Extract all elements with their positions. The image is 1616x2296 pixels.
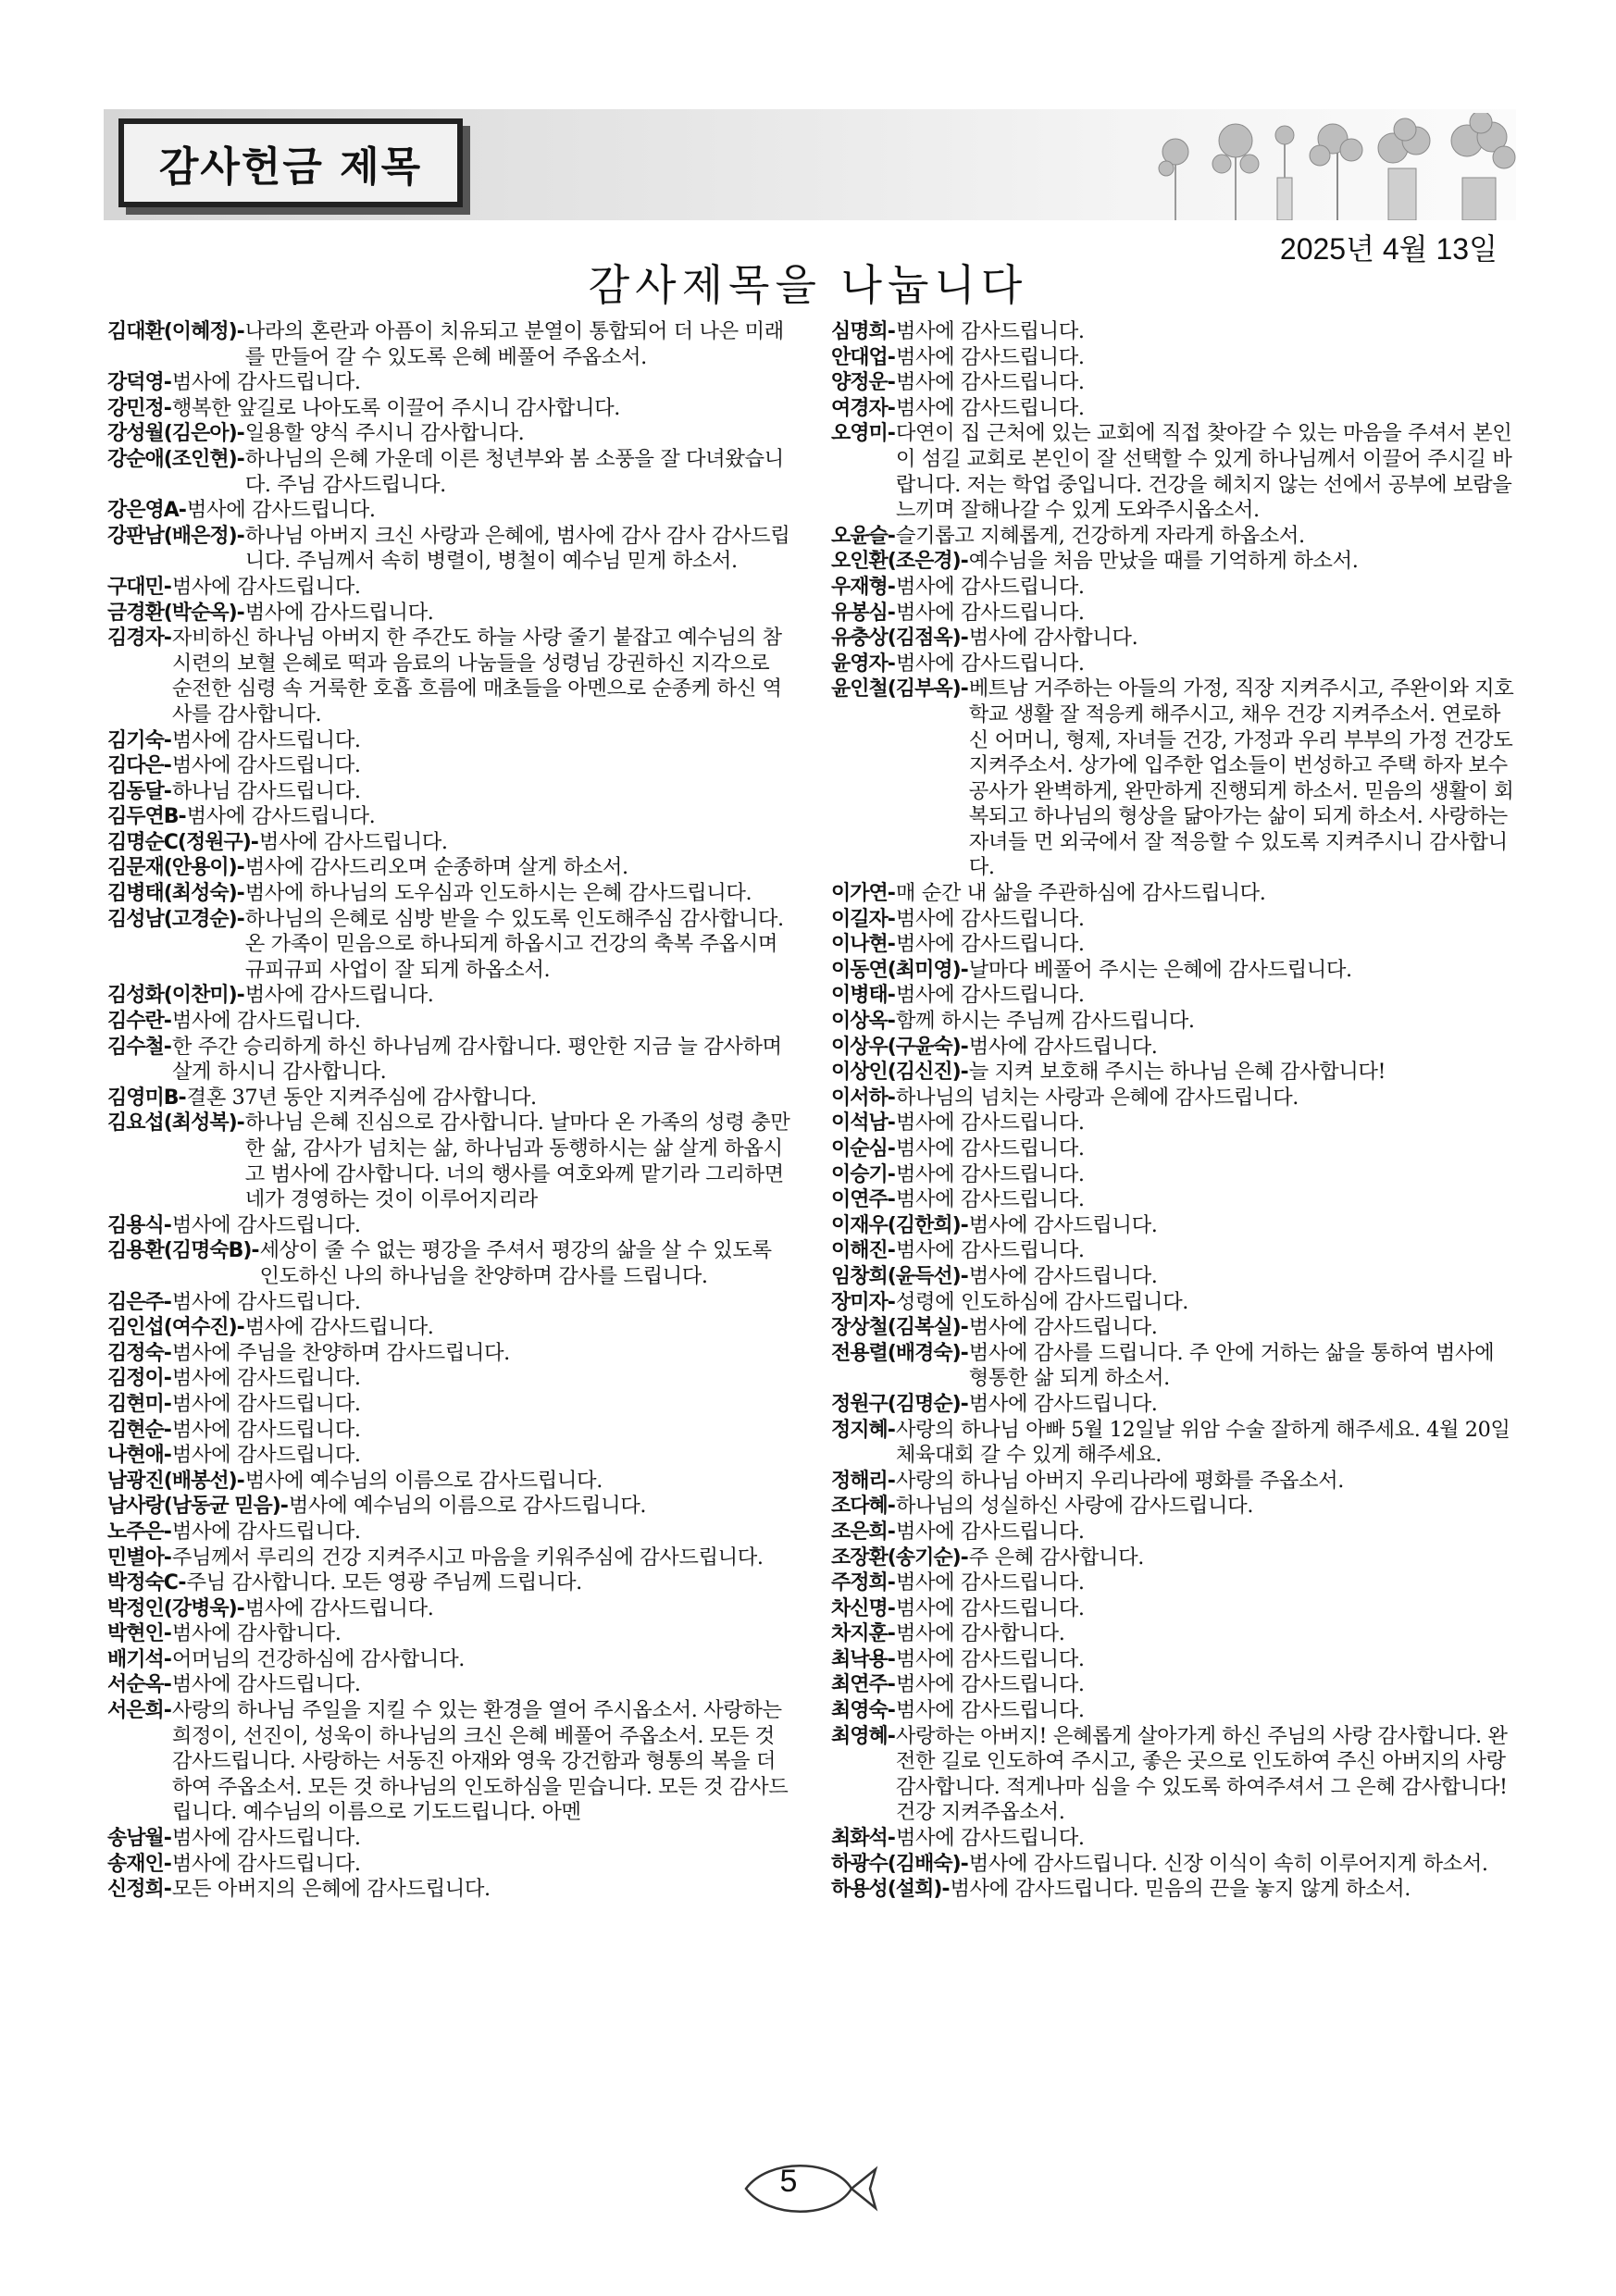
thanksgiving-entry	[831, 421, 1516, 523]
thanksgiving-entry	[831, 907, 1516, 933]
entry-name: 이상옥-	[831, 1010, 895, 1034]
entry-name: 이연주-	[831, 1188, 895, 1212]
thanksgiving-entry	[107, 907, 790, 984]
entry-message: 범사에 감사드립니다.	[895, 1672, 1085, 1697]
entry-message: 범사에 감사드립니다.	[895, 983, 1085, 1008]
thanksgiving-entry	[107, 1647, 790, 1673]
thanksgiving-entry	[107, 1213, 790, 1239]
entry-message: 사랑의 하나님 주일을 지킬 수 있는 환경을 열어 주시옵소서. 사랑하는 희정이, 선진이, 성욱이 하나님의 크신 은혜 베풀어 주옵소서. 모든 것 감사드립니다. 사랑하는 서동진 아재와 영욱 강건함과 형통의 복을 더하여 주옵소서. 모든 것 하나님의 인도하심을 믿습니다. 모든 것 감사드립니다. 예수님의 이름으로 기도드립니다. 아멘	[171, 1698, 789, 1825]
thanksgiving-entry	[831, 626, 1516, 652]
thanksgiving-entry	[831, 1570, 1516, 1596]
thanksgiving-entry	[831, 1877, 1516, 1903]
entry-name: 이동연(최미영)-	[831, 958, 968, 982]
entry-name: 차신명-	[831, 1596, 895, 1620]
thanksgiving-entry	[831, 1035, 1516, 1061]
entry-message: 범사에 감사드립니다.	[895, 1187, 1085, 1212]
entry-name: 조은희-	[831, 1520, 895, 1544]
thanksgiving-entry	[107, 447, 790, 498]
thanksgiving-entry	[831, 319, 1516, 345]
entry-name: 이나현-	[831, 933, 895, 957]
entry-name: 강덕영-	[107, 371, 171, 395]
entry-name: 남사랑(남동균 믿음)-	[107, 1495, 288, 1519]
entry-name: 오윤슬-	[831, 524, 895, 548]
thanksgiving-entry	[107, 1315, 790, 1341]
entry-name: 김경자-	[107, 627, 171, 651]
entry-name: 김성남(고경순)-	[107, 907, 244, 931]
entry-name: 양정운-	[831, 371, 895, 395]
entry-name: 윤인철(김부옥)-	[831, 677, 968, 701]
entry-message: 범사에 감사드립니다.	[244, 983, 434, 1008]
entry-message: 하나님의 성실하신 사랑에 감사드립니다.	[895, 1494, 1254, 1519]
thanksgiving-entry	[107, 1852, 790, 1878]
thanksgiving-entry	[831, 1545, 1516, 1571]
thanksgiving-entry	[107, 1826, 790, 1852]
entry-name: 서순옥-	[107, 1673, 171, 1697]
entry-message: 범사에 감사드립니다.	[895, 1646, 1085, 1671]
entry-message: 세상이 줄 수 없는 평강을 주셔서 평강의 삶을 살 수 있도록 인도하신 나의 하나님을 찬양하며 감사를 드립니다.	[259, 1238, 772, 1288]
entry-message: 범사에 감사드립니다.	[968, 1263, 1158, 1288]
entry-message: 범사에 주님을 찬양하며 감사드립니다.	[171, 1340, 510, 1365]
thanksgiving-entry	[107, 1469, 790, 1495]
entry-message: 일용할 양식 주시니 감사합니다.	[244, 421, 525, 446]
entry-message: 범사에 감사드립니다.	[171, 1519, 361, 1544]
entry-name: 유봉심-	[831, 601, 895, 625]
thanksgiving-entry	[831, 1213, 1516, 1239]
entry-message: 사랑의 하나님 아버지 우리나라에 평화를 주옵소서.	[895, 1468, 1344, 1493]
entry-name: 김수란-	[107, 1010, 171, 1034]
entry-name: 구대민-	[107, 575, 171, 599]
thanksgiving-entry	[107, 830, 790, 856]
thanksgiving-entry	[831, 1596, 1516, 1622]
entry-message: 모든 아버지의 은혜에 감사드립니다.	[171, 1877, 491, 1902]
entry-message: 성령에 인도하심에 감사드립니다.	[895, 1289, 1188, 1314]
entry-message: 함께 하시는 주님께 감사드립니다.	[895, 1009, 1195, 1034]
entry-name: 배기석-	[107, 1647, 171, 1671]
entry-name: 김정숙-	[107, 1341, 171, 1365]
entry-name: 금경환(박순옥)-	[107, 601, 244, 625]
entry-name: 김수철-	[107, 1035, 171, 1059]
entry-name: 최영혜-	[831, 1724, 895, 1748]
page-number-badge	[740, 2156, 879, 2221]
entry-name: 여경자-	[831, 396, 895, 420]
thanksgiving-entry	[831, 396, 1516, 422]
entry-message: 범사에 감사드립니다.	[171, 1417, 361, 1442]
entry-name: 최연주-	[831, 1673, 895, 1697]
entry-name: 이길자-	[831, 907, 895, 931]
thanksgiving-entry	[107, 1520, 790, 1545]
thanksgiving-entry	[831, 1162, 1516, 1188]
entry-name: 김동달-	[107, 779, 171, 803]
thanksgiving-entry	[107, 1698, 790, 1826]
thanksgiving-entry	[831, 345, 1516, 371]
thanksgiving-entry	[831, 881, 1516, 907]
entry-message: 슬기롭고 지혜롭게, 건강하게 자라게 하옵소서.	[895, 523, 1305, 548]
entry-message: 범사에 감사드립니다.	[968, 1315, 1158, 1340]
thanksgiving-entry	[831, 601, 1516, 627]
thanksgiving-entry	[831, 370, 1516, 396]
thanksgiving-entry	[831, 1392, 1516, 1418]
entry-name: 장상철(김복실)-	[831, 1316, 968, 1340]
entry-name: 하용성(설희)-	[831, 1878, 950, 1902]
thanksgiving-entry	[107, 1035, 790, 1086]
thanksgiving-entry	[831, 983, 1516, 1009]
entry-message: 범사에 감사드립니다.	[968, 1034, 1158, 1059]
entry-message: 범사에 감사드립니다.	[244, 1315, 434, 1340]
thanksgiving-entry	[107, 1341, 790, 1367]
entry-name: 임창희(윤득선)-	[831, 1264, 968, 1288]
entry-message: 범사에 감사드립니다.	[186, 498, 376, 523]
entry-name: 이석남-	[831, 1111, 895, 1136]
entry-message: 범사에 감사드립니다.	[895, 1111, 1085, 1136]
entry-message: 범사에 감사드립니다.	[171, 727, 361, 752]
entry-name: 김다은-	[107, 754, 171, 778]
entry-name: 이병태-	[831, 984, 895, 1008]
entry-message: 범사에 감사드립니다.	[895, 1698, 1085, 1723]
thanksgiving-entry	[107, 1545, 790, 1571]
thanksgiving-entry	[107, 1366, 790, 1392]
entry-name: 김현순-	[107, 1418, 171, 1442]
entry-name: 조다혜-	[831, 1495, 895, 1519]
entry-message: 범사에 감사드립니다.	[895, 1161, 1085, 1186]
bulletin-date: 2025년 4월 13일	[1279, 232, 1498, 266]
entry-message: 범사에 감사드립니다.	[171, 1443, 361, 1468]
entry-name: 김정이-	[107, 1367, 171, 1391]
entry-message: 범사에 감사드립니다.	[171, 574, 361, 599]
entry-name: 신정희-	[107, 1878, 171, 1902]
entry-name: 박현인-	[107, 1622, 171, 1646]
thanksgiving-entry	[107, 1086, 790, 1111]
entry-name: 유충상(김점옥)-	[831, 627, 968, 651]
thanksgiving-entry	[107, 1392, 790, 1418]
entry-name: 강은영A-	[107, 499, 186, 523]
entry-message: 하나님의 넘치는 사랑과 은혜에 감사드립니다.	[895, 1085, 1299, 1110]
entry-message: 결혼 37년 동안 지켜주심에 감사합니다.	[186, 1085, 537, 1110]
entry-message: 범사에 감사드립니다.	[258, 829, 448, 854]
section-title	[118, 118, 463, 207]
thanksgiving-entry	[107, 1238, 790, 1289]
entry-name: 최영숙-	[831, 1699, 895, 1723]
entry-message: 베트남 거주하는 아들의 가정, 직장 지켜주시고, 주완이와 지호 학교 생활 잘 적응케 해주시고, 채우 건강 지켜주소서. 연로하신 어머니, 형제, 자녀들 건강, 가정과 우리 부부의 가정 건강도 지켜주소서. 상가에 입주한 업소들이 번성하고 주택 하자 보수 공사가 완벽하게, 완만하게 진행되게 하소서. 믿음의 생활이 회복되고 하나님의 형상을 닮아가는 삶이 되게 하소서. 사랑하는 자녀들 먼 외국에서 잘 적응할 수 있도록 지켜주시니 감사합니다.	[968, 676, 1514, 880]
subtitle: 감사제목을 나눕니다	[588, 260, 1028, 310]
entry-name: 이상우(구윤숙)-	[831, 1035, 968, 1059]
entry-name: 이승기-	[831, 1162, 895, 1186]
thanksgiving-entry	[107, 1877, 790, 1903]
thanksgiving-entry	[107, 728, 790, 754]
thanksgiving-entry	[831, 1647, 1516, 1673]
thanksgiving-entry	[107, 1443, 790, 1469]
entry-message: 범사에 감사드립니다.	[171, 1366, 361, 1391]
entry-message: 범사에 감사드립니다.	[895, 932, 1085, 957]
entry-message: 범사에 감사드립니다.	[895, 600, 1085, 625]
thanksgiving-entry	[831, 1724, 1516, 1826]
entry-message: 범사에 감사드립니다.	[895, 1570, 1085, 1595]
thanksgiving-entry	[831, 1469, 1516, 1495]
entry-name: 김문재(안용이)-	[107, 856, 244, 880]
entry-message: 다연이 집 근처에 있는 교회에 직접 찾아갈 수 있는 마음을 주셔서 본인이 섬길 교회로 본인이 잘 선택할 수 있게 하나님께서 이끌어 주시길 바랍니다. 저는 학업 중입니다. 건강을 헤치지 않는 선에서 공부에 보람을 느끼며 잘해나갈 수 있게 도와주시옵소서.	[895, 421, 1512, 523]
entry-name: 김용식-	[107, 1213, 171, 1237]
entry-name: 윤영자-	[831, 652, 895, 676]
thanksgiving-entry	[831, 1698, 1516, 1724]
entry-message: 범사에 감사드립니다.	[895, 1826, 1085, 1851]
entry-name: 강순애(조인현)-	[107, 447, 244, 471]
thanksgiving-entry	[107, 983, 790, 1009]
entry-message: 범사에 감사드립니다.	[171, 1009, 361, 1034]
entry-name: 나현애-	[107, 1444, 171, 1468]
entry-message: 사랑의 하나님 아빠 5월 12일날 위암 수술 잘하게 해주세요. 4월 20일 체육대회 갈 수 있게 해주세요.	[895, 1417, 1510, 1468]
entry-message: 범사에 감사드립니다.	[171, 1391, 361, 1416]
entry-message: 범사에 감사드립니다.	[171, 1672, 361, 1697]
entry-message: 범사에 감사드립니다.	[171, 370, 361, 395]
thanksgiving-entry	[107, 1570, 790, 1596]
thanksgiving-entry	[107, 1672, 790, 1698]
entry-message: 범사에 감사드립니다.	[895, 1238, 1085, 1263]
entry-message: 범사에 감사드립니다.	[895, 574, 1085, 599]
thanksgiving-entry	[831, 1418, 1516, 1469]
entry-message: 범사에 감사드립니다.	[895, 1136, 1085, 1160]
entry-message: 하나님의 은혜로 심방 받을 수 있도록 인도해주심 감사합니다. 온 가족이 믿음으로 하나되게 하옵시고 건강의 축복 주옵시며 규피규피 사업이 잘 되게 하옵소서.	[244, 906, 784, 982]
thanksgiving-entry	[107, 1494, 790, 1520]
entry-name: 강성월(김은아)-	[107, 422, 244, 446]
entry-name: 장미자-	[831, 1290, 895, 1314]
entry-name: 주정희-	[831, 1571, 895, 1595]
entry-name: 정해리-	[831, 1469, 895, 1493]
entry-message: 하나님 감사드립니다.	[171, 778, 361, 803]
entry-message: 하나님 아버지 크신 사랑과 은혜에, 범사에 감사 감사 감사드립니다. 주님께서 속히 병렬이, 병철이 예수님 믿게 하소서.	[244, 523, 790, 574]
entry-name: 안대업-	[831, 345, 895, 369]
thanksgiving-entry	[107, 498, 790, 524]
entry-message: 매 순간 내 삶을 주관하심에 감사드립니다.	[895, 881, 1266, 906]
entry-message: 범사에 감사드립니다.	[895, 906, 1085, 931]
thanksgiving-entry	[107, 881, 790, 907]
entry-name: 김성화(이찬미)-	[107, 984, 244, 1008]
entry-message: 범사에 감사드립니다.	[171, 1212, 361, 1237]
entry-message: 범사에 감사드립니다.	[244, 1595, 434, 1620]
entry-message: 범사에 예수님의 이름으로 감사드립니다.	[244, 1468, 603, 1493]
entry-name: 김두연B-	[107, 805, 186, 829]
entry-message: 늘 지켜 보호해 주시는 하나님 은혜 감사합니다!	[968, 1060, 1386, 1085]
thanksgiving-entry	[107, 319, 790, 370]
entry-message: 범사에 감사드립니다.	[244, 600, 434, 625]
entry-name: 심명희-	[831, 320, 895, 343]
thanksgiving-entry	[831, 652, 1516, 677]
thanksgiving-entry	[107, 1290, 790, 1316]
entry-name: 김대환(이혜정)-	[107, 320, 244, 343]
thanksgiving-entry	[107, 575, 790, 601]
entry-name: 정원구(김명순)-	[831, 1392, 968, 1416]
entry-name: 김현미-	[107, 1392, 171, 1416]
entry-message: 범사에 감사드리오며 순종하며 살게 하소서.	[244, 855, 628, 880]
entry-message: 자비하신 하나님 아버지 한 주간도 하늘 사랑 줄기 붙잡고 예수님의 참 시련의 보혈 은혜로 떡과 음료의 나눔들을 성령님 강권하신 지각으로 순전한 심령 속 거룩한 호흡 흐름에 매초들을 아멘으로 순종케 하신 역사를 감사합니다.	[171, 626, 782, 726]
thanksgiving-entry	[107, 421, 790, 447]
entry-name: 김용환(김명숙B)-	[107, 1239, 259, 1263]
thanksgiving-entry	[831, 1264, 1516, 1290]
thanksgiving-entry	[831, 958, 1516, 984]
entry-message: 주님께서 루리의 건강 지켜주시고 마음을 키워주심에 감사드립니다.	[171, 1545, 764, 1570]
entry-message: 하나님 은혜 진심으로 감사합니다. 날마다 온 가족의 성령 충만한 삶, 감사가 넘치는 삶, 하나님과 동행하시는 삶 살게 하옵시고 범사에 감사합니다. 너의 행사를 여호와께 맡기라 그리하면 네가 경영하는 것이 이루어지리라	[244, 1111, 790, 1212]
entry-name: 조장환(송기순)-	[831, 1545, 968, 1570]
entry-message: 범사에 감사드립니다.	[968, 1391, 1158, 1416]
entry-name: 최화석-	[831, 1827, 895, 1851]
entry-message: 나라의 혼란과 아픔이 치유되고 분열이 통합되어 더 나은 미래를 만들어 갈 수 있도록 은혜 베풀어 주옵소서.	[244, 319, 784, 369]
entry-message: 범사에 감사드립니다.	[895, 1519, 1085, 1544]
entry-message: 주 은혜 감사합니다.	[968, 1545, 1144, 1570]
entry-name: 강민정-	[107, 396, 171, 420]
entry-message: 행복한 앞길로 나아도록 이끌어 주시니 감사합니다.	[171, 395, 620, 420]
page-number: 5	[779, 2164, 798, 2199]
entry-message: 범사에 감사드립니다.	[968, 1212, 1158, 1237]
entry-name: 송재인-	[107, 1852, 171, 1876]
thanksgiving-entry	[107, 524, 790, 575]
entry-message: 범사에 감사를 드립니다. 주 안에 거하는 삶을 통하여 범사에 형통한 삶 되게 하소서.	[968, 1340, 1495, 1391]
entry-name: 오영미-	[831, 422, 895, 446]
thanksgiving-entry	[107, 626, 790, 727]
entry-name: 김명순C(정원구)-	[107, 830, 258, 854]
entry-name: 남광진(배봉선)-	[107, 1469, 244, 1493]
thanksgiving-entry	[831, 1060, 1516, 1086]
entry-name: 박정숙C-	[107, 1571, 186, 1595]
entry-message: 사랑하는 아버지! 은혜롭게 살아가게 하신 주님의 사랑 감사합니다. 완전한 길로 인도하여 주시고, 좋은 곳으로 인도하여 주신 아버지의 사랑 감사합니다. 적게나마 심을 수 있도록 하여주셔서 그 은혜 감사합니다! 건강 지켜주옵소서.	[895, 1723, 1508, 1825]
thanksgiving-entry	[831, 1290, 1516, 1316]
entry-message: 한 주간 승리하게 하신 하나님께 감사합니다. 평안한 지금 늘 감사하며 살게 하시니 감사합니다.	[171, 1034, 782, 1085]
thanksgiving-entry	[831, 1187, 1516, 1213]
thanksgiving-entry	[831, 1520, 1516, 1545]
thanksgiving-entry	[107, 370, 790, 396]
entry-name: 전용렬(배경숙)-	[831, 1341, 968, 1365]
entry-name: 최낙용-	[831, 1647, 895, 1671]
entry-message: 범사에 하나님의 도우심과 인도하시는 은혜 감사드립니다.	[244, 881, 752, 906]
thanksgiving-entry	[831, 1238, 1516, 1264]
entry-message: 범사에 감사드립니다.	[186, 804, 376, 829]
entry-name: 우재형-	[831, 575, 895, 599]
entry-name: 김병태(최성숙)-	[107, 882, 244, 906]
entry-message: 하나님의 은혜 가운데 이른 청년부와 봄 소풍을 잘 다녀왔습니다. 주님 감사드립니다.	[244, 446, 784, 497]
entry-message: 범사에 예수님의 이름으로 감사드립니다.	[288, 1494, 647, 1519]
thanksgiving-entry	[831, 1009, 1516, 1035]
entry-message: 범사에 감사합니다.	[895, 1621, 1065, 1646]
entry-message: 예수님을 처음 만났을 때를 기억하게 하소서.	[968, 549, 1359, 574]
entry-name: 강판남(배은정)-	[107, 524, 244, 548]
thanksgiving-entry	[831, 1672, 1516, 1698]
entry-name: 송남월-	[107, 1827, 171, 1851]
entry-name: 김인섭(여수진)-	[107, 1316, 244, 1340]
entry-name: 오인환(조은경)-	[831, 550, 968, 574]
entry-name: 이상인(김신진)-	[831, 1061, 968, 1085]
entry-message: 범사에 감사드립니다.	[895, 319, 1085, 343]
flower-vases-illustration	[1148, 113, 1518, 220]
entry-message: 범사에 감사드립니다. 신장 이식이 속히 이루어지게 하소서.	[968, 1851, 1488, 1876]
left-column-entries	[107, 319, 790, 1903]
entry-name: 노주은-	[107, 1520, 171, 1544]
entry-message: 주님 감사합니다. 모든 영광 주님께 드립니다.	[186, 1570, 582, 1595]
section-title-text: 감사헌금 제목	[158, 143, 423, 191]
right-column-entries	[831, 319, 1516, 1903]
entry-message: 범사에 감사드립니다.	[895, 344, 1085, 369]
entry-name: 김기숙-	[107, 728, 171, 752]
entry-name: 민별아-	[107, 1545, 171, 1570]
thanksgiving-entry	[107, 601, 790, 627]
entry-name: 서은희-	[107, 1699, 171, 1723]
thanksgiving-entry	[831, 1621, 1516, 1647]
entry-message: 범사에 감사드립니다.	[895, 395, 1085, 420]
entry-message: 범사에 감사드립니다.	[171, 753, 361, 778]
thanksgiving-entry	[831, 1111, 1516, 1136]
entry-name: 이재우(김한희)-	[831, 1213, 968, 1237]
thanksgiving-entry	[107, 396, 790, 422]
entry-name: 차지훈-	[831, 1622, 895, 1646]
thanksgiving-entry	[107, 1111, 790, 1212]
entry-name: 김요섭(최성복)-	[107, 1111, 244, 1136]
entry-message: 범사에 감사드립니다.	[171, 1289, 361, 1314]
entry-name: 이서하-	[831, 1086, 895, 1110]
entry-message: 범사에 감사드립니다. 믿음의 끈을 놓지 않게 하소서.	[950, 1877, 1411, 1902]
entry-message: 범사에 감사드립니다.	[895, 651, 1085, 676]
thanksgiving-entry	[831, 1341, 1516, 1392]
thanksgiving-entry	[831, 676, 1516, 881]
entry-message: 날마다 베풀어 주시는 은혜에 감사드립니다.	[968, 957, 1352, 982]
thanksgiving-entry	[107, 804, 790, 830]
entry-message: 범사에 감사드립니다.	[171, 1826, 361, 1851]
entry-name: 김은주-	[107, 1290, 171, 1314]
thanksgiving-entry	[831, 1086, 1516, 1111]
thanksgiving-entry	[831, 549, 1516, 575]
thanksgiving-entry	[831, 1315, 1516, 1341]
thanksgiving-entry	[107, 1009, 790, 1035]
thanksgiving-entry	[107, 779, 790, 805]
entry-name: 하광수(김배숙)-	[831, 1852, 968, 1876]
thanksgiving-entry	[107, 1621, 790, 1647]
thanksgiving-entry	[107, 753, 790, 779]
thanksgiving-entry	[831, 932, 1516, 958]
entry-name: 이순심-	[831, 1137, 895, 1160]
entry-message: 범사에 감사드립니다.	[895, 370, 1085, 395]
thanksgiving-entry	[831, 524, 1516, 550]
thanksgiving-entry	[107, 1596, 790, 1622]
entry-name: 박정인(강병욱)-	[107, 1596, 244, 1620]
entry-name: 김영미B-	[107, 1086, 186, 1110]
thanksgiving-entry	[831, 1826, 1516, 1852]
entry-name: 정지혜-	[831, 1418, 895, 1442]
thanksgiving-entry	[107, 1418, 790, 1444]
entry-message: 범사에 감사합니다.	[968, 626, 1138, 651]
entry-name: 이가연-	[831, 882, 895, 906]
entry-name: 이해진-	[831, 1239, 895, 1263]
entry-message: 범사에 감사드립니다.	[171, 1851, 361, 1876]
entry-message: 범사에 감사드립니다.	[895, 1595, 1085, 1620]
thanksgiving-entry	[831, 1852, 1516, 1878]
entry-message: 범사에 감사합니다.	[171, 1621, 342, 1646]
thanksgiving-entry	[107, 855, 790, 881]
thanksgiving-entry	[831, 1136, 1516, 1162]
entry-message: 어머님의 건강하심에 감사합니다.	[171, 1646, 465, 1671]
thanksgiving-entry	[831, 575, 1516, 601]
thanksgiving-entry	[831, 1494, 1516, 1520]
